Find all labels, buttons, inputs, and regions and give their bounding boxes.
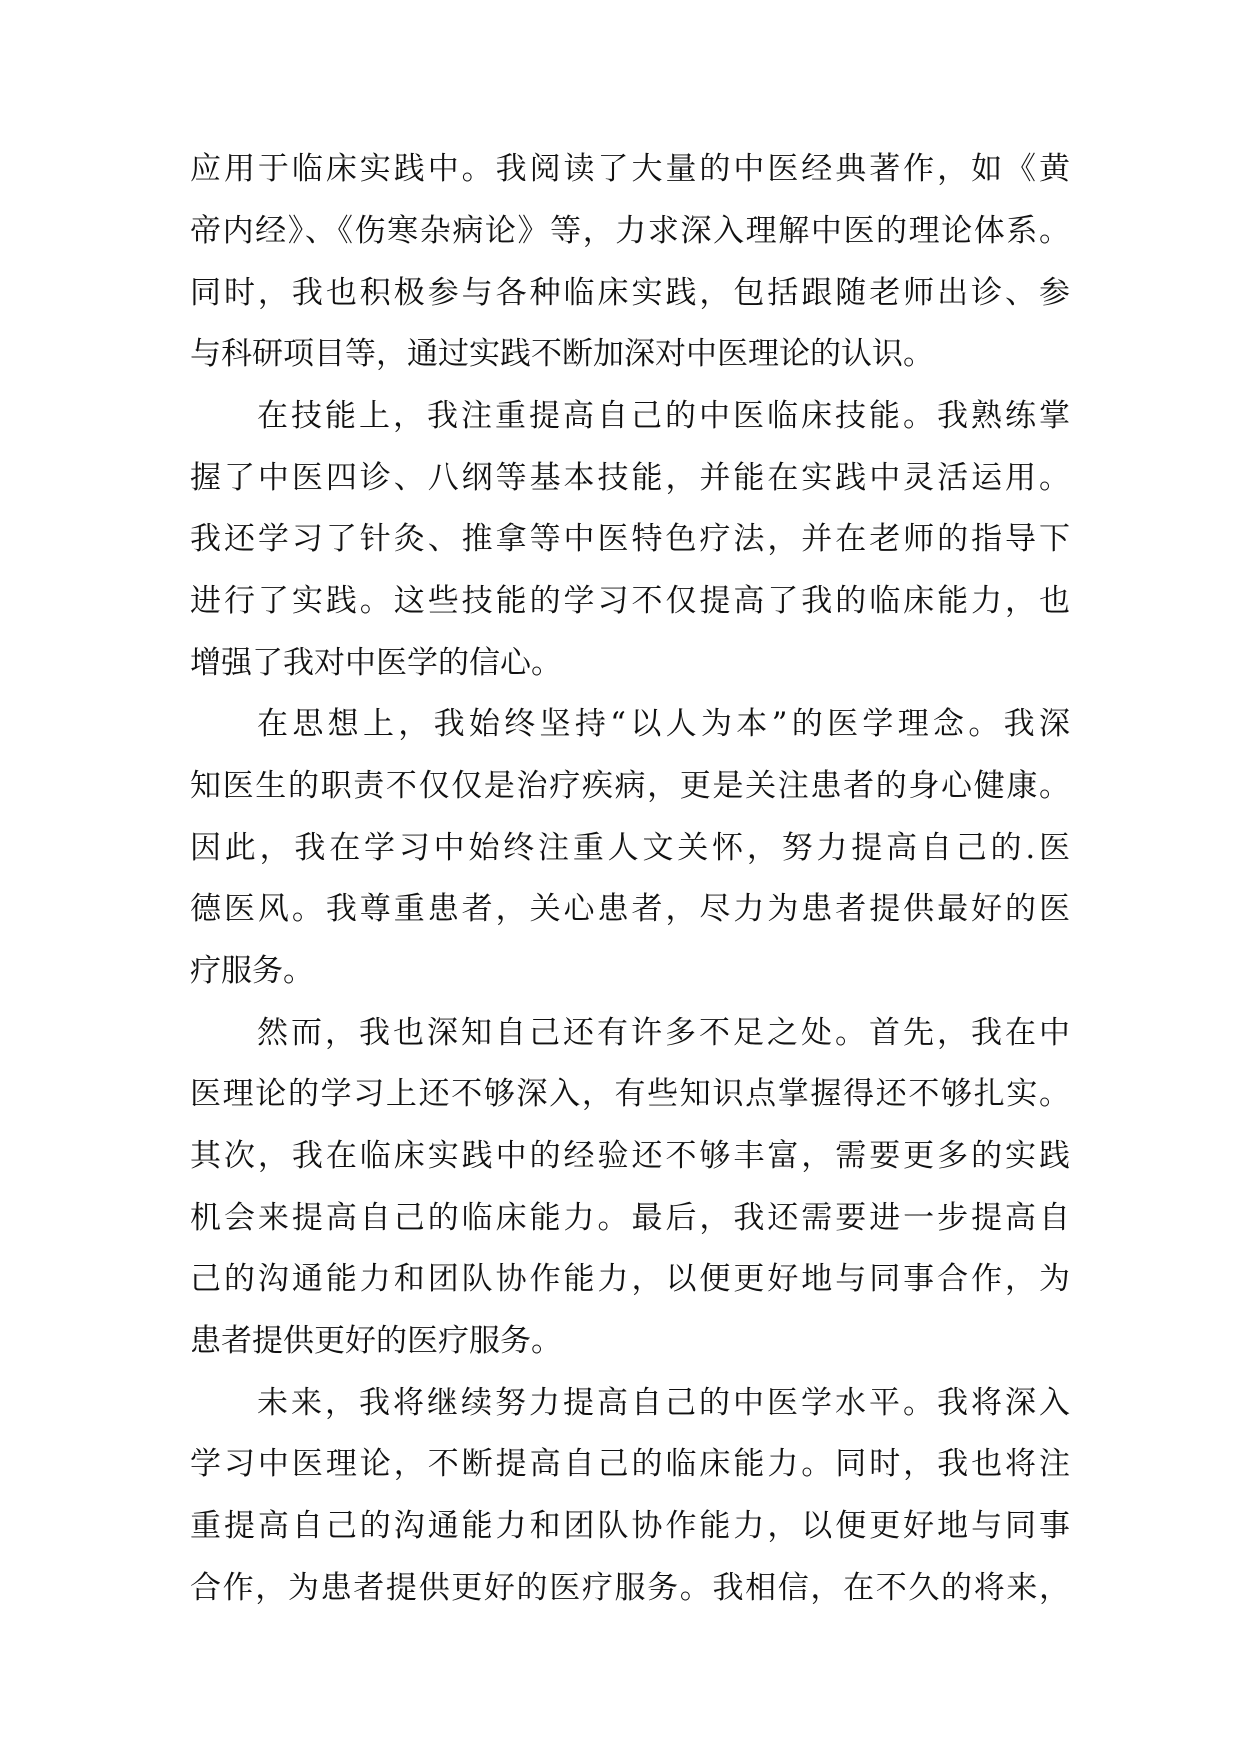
paragraph-first-line: 在思想上，我始终坚持“以人为本”的医学理念。我深 — [257, 706, 1070, 742]
text-line: 我还学习了针灸、推拿等中医特色疗法，并在老师的指导下 — [190, 521, 1070, 557]
paragraph-first-line: 在技能上，我注重提高自己的中医临床技能。我熟练掌 — [257, 398, 1070, 434]
text-line: 进行了实践。这些技能的学习不仅提高了我的临床能力，也 — [190, 583, 1070, 619]
text-line: 学习中医理论，不断提高自己的临床能力。同时，我也将注 — [190, 1446, 1070, 1482]
text-line: 疗服务。 — [190, 953, 314, 989]
text-line: 合作，为患者提供更好的医疗服务。我相信，在不久的将来， — [190, 1570, 1070, 1606]
text-line: 知医生的职责不仅仅是治疗疾病，更是关注患者的身心健康。 — [190, 768, 1070, 804]
text-line: 增强了我对中医学的信心。 — [190, 645, 562, 681]
text-line: 德医风。我尊重患者，关心患者，尽力为患者提供最好的医 — [190, 891, 1070, 927]
text-line: 同时，我也积极参与各种临床实践，包括跟随老师出诊、参 — [190, 275, 1070, 311]
text-line: 帝内经》、《伤寒杂病论》等，力求深入理解中医的理论体系。 — [190, 213, 1070, 249]
text-line: 医理论的学习上还不够深入，有些知识点掌握得还不够扎实。 — [190, 1076, 1070, 1112]
paragraph-first-line: 然而，我也深知自己还有许多不足之处。首先，我在中 — [257, 1015, 1070, 1051]
text-line: 应用于临床实践中。我阅读了大量的中医经典著作，如《黄 — [190, 151, 1070, 187]
text-line: 重提高自己的沟通能力和团队协作能力，以便更好地与同事 — [190, 1508, 1070, 1544]
text-line: 与科研项目等，通过实践不断加深对中医理论的认识。 — [190, 336, 934, 372]
paragraph-first-line: 未来，我将继续努力提高自己的中医学水平。我将深入 — [257, 1385, 1070, 1421]
text-line: 患者提供更好的医疗服务。 — [190, 1323, 562, 1359]
text-line: 因此，我在学习中始终注重人文关怀，努力提高自己的.医 — [190, 830, 1070, 866]
text-line: 机会来提高自己的临床能力。最后，我还需要进一步提高自 — [190, 1200, 1070, 1236]
text-line: 其次，我在临床实践中的经验还不够丰富，需要更多的实践 — [190, 1138, 1070, 1174]
text-line: 握了中医四诊、八纲等基本技能，并能在实践中灵活运用。 — [190, 460, 1070, 496]
text-line: 己的沟通能力和团队协作能力，以便更好地与同事合作，为 — [190, 1261, 1070, 1297]
